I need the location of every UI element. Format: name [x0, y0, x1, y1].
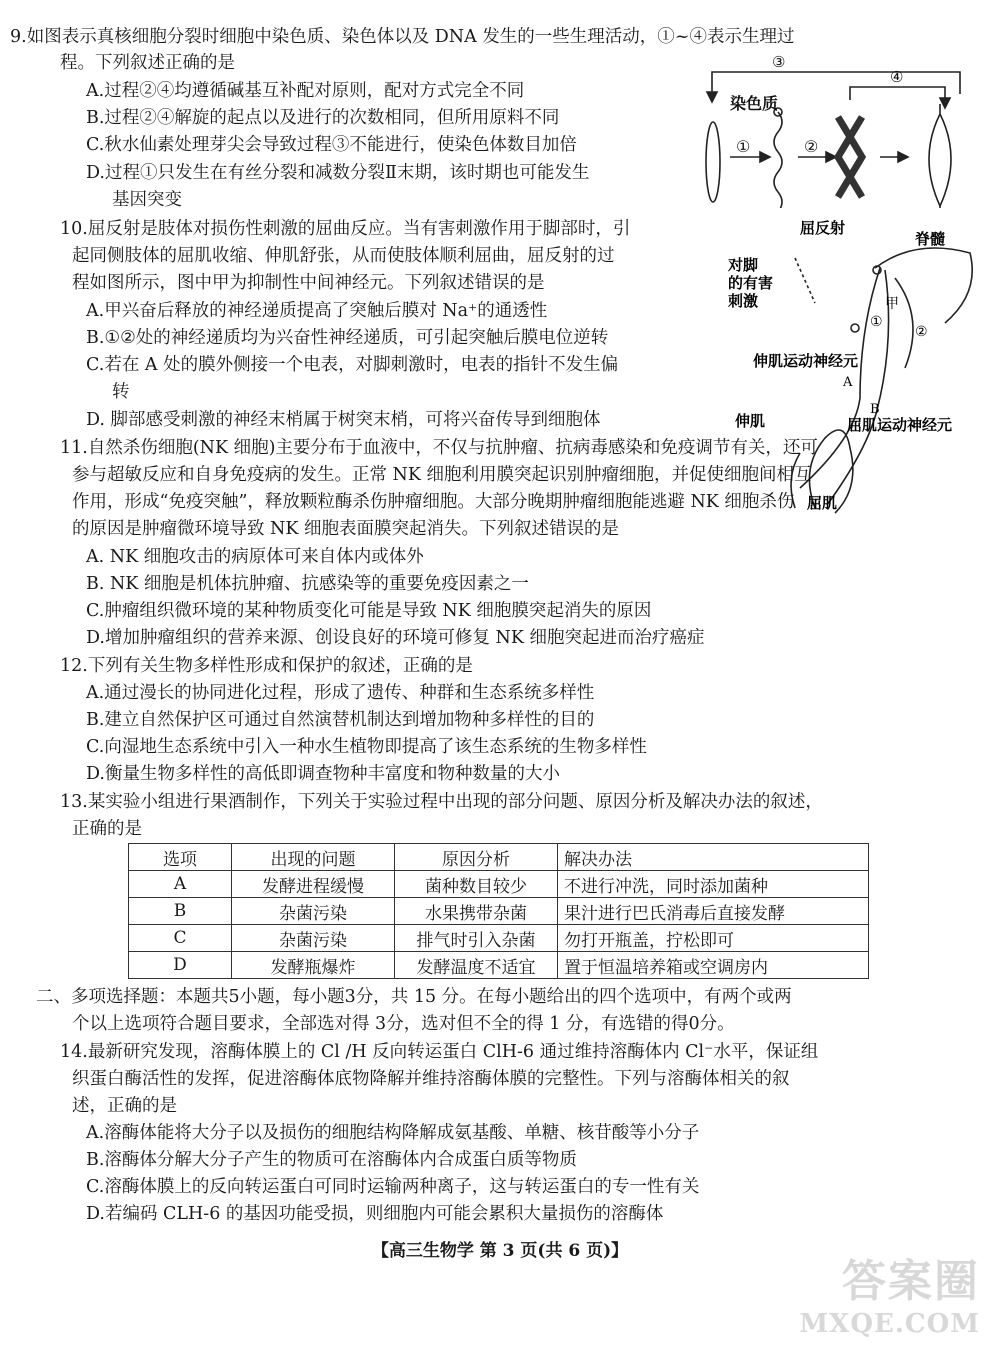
q9-chromosome-single	[706, 122, 720, 202]
table-cell: 杂菌污染	[232, 925, 395, 952]
q9-option-d-line2: 基因突变	[112, 190, 182, 210]
table-cell: 果汁进行巴氏消毒后直接发酵	[558, 898, 869, 925]
table-cell: 发酵瓶爆炸	[232, 952, 395, 979]
q9-label-1: ①	[736, 137, 751, 156]
table-cell: 菌种数目较少	[395, 871, 558, 898]
q9-option-a: A.过程②④均遵循碱基互补配对原则，配对方式完全不同	[86, 81, 525, 101]
q9-label-2: ②	[804, 137, 819, 156]
q12-option-b: B.建立自然保护区可通过自然演替机制达到增加物种多样性的目的	[86, 710, 595, 730]
q12-option-c: C.向湿地生态系统中引入一种水生植物即提高了该生态系统的生物多样性	[86, 737, 647, 757]
q10-label-jia: 甲	[885, 296, 899, 312]
q9-option-c: C.秋水仙素处理芽尖会导致过程③不能进行，使染色体数目加倍	[86, 135, 577, 155]
q10-label-extensor: 伸肌	[735, 412, 766, 430]
q13-stem-line1: 13.某实验小组进行果酒制作，下列关于实验过程中出现的部分问题、原因分析及解决办法的叙述，	[60, 792, 823, 812]
q14-stem-line3: 述，正确的是	[72, 1096, 177, 1116]
page-footer: 【高三生物学 第 3 页(共 6 页)】	[371, 1241, 629, 1261]
q13-stem-line2: 正确的是	[72, 819, 142, 839]
q12-option-d: D.衡量生物多样性的高低即调查物种丰富度和物种数量的大小	[86, 764, 560, 784]
q10-stem-line3: 程如图所示，图中甲为抑制性中间神经元。下列叙述错误的是	[72, 273, 545, 293]
section2-line2: 个以上选项符合题目要求，全部选对得 3分，选对但不全的得 1 分，有选错的得0分。	[72, 1014, 735, 1034]
table-row	[129, 871, 869, 898]
table-row	[129, 952, 869, 979]
q12-stem: 12.下列有关生物多样性形成和保护的叙述，正确的是	[60, 656, 473, 676]
q14-stem-line1: 14.最新研究发现，溶酶体膜上的 Cl /H 反向转运蛋白 ClH-6 通过维持溶酶体内 Cl⁻水平，保证组	[60, 1042, 819, 1062]
table-row	[129, 898, 869, 925]
q14-stem-line2: 织蛋白酶活性的发挥，促进溶酶体底物降解并维持溶酶体膜的完整性。下列与溶酶体相关的叙	[72, 1069, 790, 1089]
q10-label-2: ②	[915, 324, 928, 340]
table-row	[129, 925, 869, 952]
q10-label-flexor: 屈肌	[807, 494, 838, 512]
table-header-row	[129, 844, 869, 871]
q10-label-stim: 的有害	[728, 274, 774, 292]
q9-process3-arrow	[712, 72, 960, 94]
q9-arrowhead	[940, 98, 950, 108]
q9-label-3: ③	[772, 53, 786, 71]
q9-replicated-chromosome	[929, 114, 951, 206]
q11-option-b: B. NK 细胞是机体抗肿瘤、抗感染等的重要免疫因素之一	[86, 574, 529, 594]
q10-label-a: A	[843, 375, 853, 390]
table-cell: 水果携带杂菌	[395, 898, 558, 925]
q9-arrowhead	[760, 152, 770, 162]
watermark	[799, 1245, 980, 1339]
q10-stem-line1: 10.屈反射是肢体对损伤性刺激的屈曲反应。当有害刺激作用于脚部时，引	[60, 219, 631, 239]
q10-label-spinal: 脊髓	[915, 230, 946, 248]
q10-option-c-line2: 转	[112, 382, 130, 402]
q11-option-a: A. NK 细胞攻击的病原体可来自体内或体外	[86, 547, 424, 567]
q11-stem-line1: 11.自然杀伤细胞(NK 细胞)主要分布于血液中，不仅与抗肿瘤、抗病毒感染和免疫调节有关，还可	[60, 438, 818, 458]
table-cell: A	[129, 871, 232, 898]
q9-arrowhead	[707, 92, 717, 102]
q9-chromosome-x	[838, 117, 862, 197]
q10-option-a: A.甲兴奋后释放的神经递质提高了突触后膜对 Na⁺的通透性	[86, 301, 548, 321]
table-cell: 发酵温度不适宜	[395, 952, 558, 979]
q11-stem-line3: 作用，形成“免疫突触”，释放颗粒酶杀伤肿瘤细胞。大部分晚期肿瘤细胞能逃避 NK 细胞杀伤	[72, 492, 795, 512]
q10-option-b: B.①②处的神经递质均为兴奋性神经递质，可引起突触后膜电位逆转	[86, 328, 609, 348]
table-header: 出现的问题	[232, 844, 395, 871]
q14-option-d: D.若编码 CLH-6 的基因功能受损，则细胞内可能会累积大量损伤的溶酶体	[86, 1204, 664, 1224]
q9-process4-arrow	[850, 87, 945, 100]
q9-stem-line2: 程。下列叙述正确的是	[60, 53, 235, 73]
q11-option-c: C.肿瘤组织微环境的某种物质变化可能是导致 NK 细胞膜突起消失的原因	[86, 601, 652, 621]
q11-stem-line2: 参与超敏反应和自身免疫病的发生。正常 NK 细胞利用膜突起识别肿瘤细胞，并促使细胞间相互	[72, 465, 812, 485]
q12-option-a: A.通过漫长的协同进化过程，形成了遗传、种群和生态系统多样性	[86, 683, 595, 703]
q9-label-4: ④	[890, 68, 904, 86]
q11-option-d: D.增加肿瘤组织的营养来源、创设良好的环境可修复 NK 细胞突起进而治疗癌症	[86, 628, 705, 648]
q10-label-stim: 刺激	[728, 292, 759, 310]
table-cell: 发酵进程缓慢	[232, 871, 395, 898]
q10-figure-title: 屈反射	[800, 219, 846, 237]
table-cell: 排气时引入杂菌	[395, 925, 558, 952]
table-header: 解决办法	[558, 844, 869, 871]
q9-label-chromatin: 染色质	[730, 94, 779, 113]
q9-chromatin-thread	[774, 112, 782, 212]
q9-stem-line1: 9.如图表示真核细胞分裂时细胞中染色质、染色体以及 DNA 发生的一些生理活动，①~④表示生理过	[10, 27, 795, 47]
table-cell: C	[129, 925, 232, 952]
q10-option-c-line1: C.若在 A 处的膜外侧接一个电表，对脚刺激时，电表的指针不发生偏	[86, 355, 619, 375]
table-cell: D	[129, 952, 232, 979]
q11-stem-line4: 的原因是肿瘤微环境导致 NK 细胞表面膜突起消失。下列叙述错误的是	[72, 519, 620, 539]
q10-label-extensor-neuron: 伸肌运动神经元	[753, 352, 859, 370]
q10-label-b: B	[870, 402, 880, 417]
q14-option-c: C.溶酶体膜上的反向转运蛋白可同时运输两种离子，这与转运蛋白的专一性有关	[86, 1177, 700, 1197]
q13-table	[128, 843, 869, 979]
table-cell: 杂菌污染	[232, 898, 395, 925]
watermark-line2: MXQE.COM	[799, 1309, 980, 1339]
table-cell: B	[129, 898, 232, 925]
q9-option-d-line1: D.过程①只发生在有丝分裂和减数分裂Ⅱ末期，该时期也可能发生	[86, 163, 590, 183]
q9-option-b: B.过程②④解旋的起点以及进行的次数相同，但所用原料不同	[86, 108, 560, 128]
section2-line1: 二、多项选择题：本题共5小题，每小题3分，共 15 分。在每小题给出的四个选项中，有两个或两	[36, 987, 792, 1007]
q10-label-stim: 对脚	[728, 256, 759, 274]
q9-arrowhead	[898, 152, 908, 162]
table-cell: 置于恒温培养箱或空调房内	[558, 952, 869, 979]
q14-option-b: B.溶酶体分解大分子产生的物质可在溶酶体内合成蛋白质等物质	[86, 1150, 577, 1170]
q10-label-flexor-neuron: 屈肌运动神经元	[847, 416, 953, 434]
q9-figure	[700, 52, 985, 222]
table-header: 选项	[129, 844, 232, 871]
table-header: 原因分析	[395, 844, 558, 871]
q10-label-1: ①	[870, 314, 883, 330]
table-cell: 勿打开瓶盖，拧松即可	[558, 925, 869, 952]
q10-stem-line2: 起同侧肢体的屈肌收缩、伸肌舒张，从而使肢体顺利屈曲，屈反射的过	[72, 246, 615, 266]
watermark-line1: 答案圈	[842, 1256, 980, 1307]
table-cell: 不进行冲洗，同时添加菌种	[558, 871, 869, 898]
q10-option-d: D. 脚部感受刺激的神经末梢属于树突末梢，可将兴奋传导到细胞体	[86, 410, 601, 430]
q14-option-a: A.溶酶体能将大分子以及损伤的细胞结构降解成氨基酸、单糖、核苷酸等小分子	[86, 1123, 700, 1143]
